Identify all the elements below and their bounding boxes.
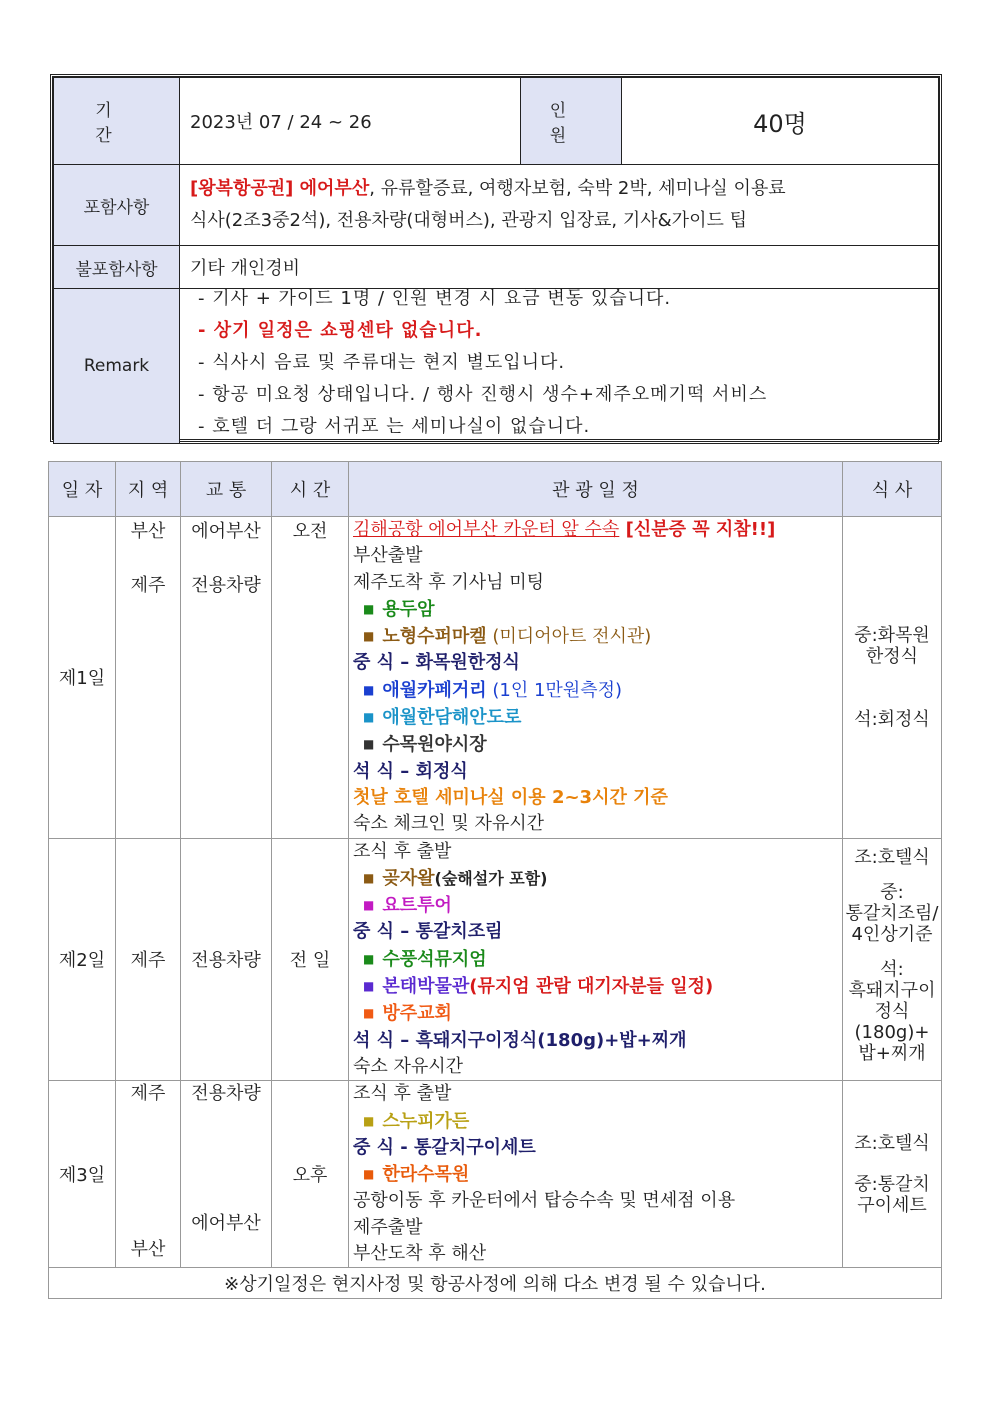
remark-label: Remark bbox=[54, 289, 180, 444]
meal-text: 석:회정식 bbox=[854, 708, 930, 730]
bullet-square-icon: ■ bbox=[363, 601, 375, 616]
schedule-line: 첫날 호텔 세미나실 이용 2~3시간 기준 bbox=[353, 786, 668, 808]
included-label: 포함사항 bbox=[54, 165, 180, 246]
meal-text: 중: bbox=[880, 881, 904, 903]
region-text: 부산 bbox=[130, 521, 166, 542]
schedule-line: ■ 곶자왈(숲해설가 포함) bbox=[363, 867, 548, 889]
period-value: 2023년 07 / 24 ~ 26 bbox=[180, 78, 521, 165]
bullet-square-icon: ■ bbox=[363, 870, 375, 885]
schedule-line: ■ 스누피가든 bbox=[363, 1110, 470, 1132]
schedule-cell bbox=[349, 1081, 843, 1268]
transport-cell: 전용차량 bbox=[181, 838, 272, 1081]
bullet-square-icon: ■ bbox=[363, 1167, 375, 1182]
meal-cell bbox=[843, 517, 942, 839]
included-line1: , 유류할증료, 여행자보험, 숙박 2박, 세미나실 이용료 bbox=[369, 178, 786, 199]
transport-text: 전용차량 bbox=[191, 575, 261, 596]
schedule-line: 조식 후 출발 bbox=[353, 1083, 452, 1105]
included-airline: [왕복항공권] 에어부산 bbox=[190, 178, 370, 199]
meal-cell bbox=[843, 1081, 942, 1268]
remark-list bbox=[180, 289, 939, 444]
transport-cell bbox=[181, 517, 272, 839]
meal-text: 조:호텔식 bbox=[854, 846, 930, 868]
region-cell bbox=[116, 1081, 181, 1268]
schedule-line: 제주출발 bbox=[353, 1216, 423, 1238]
schedule-line: 숙소 체크인 및 자유시간 bbox=[353, 813, 545, 835]
transport-text: 에어부산 bbox=[191, 1213, 261, 1235]
schedule-line: ■ 애월한담해안도로 bbox=[363, 707, 522, 729]
summary-table bbox=[50, 74, 942, 442]
day-row bbox=[49, 517, 942, 839]
remark-item: - 항공 미요청 상태입니다. / 행사 진행시 생수+제주오메기떡 서비스 bbox=[198, 384, 768, 405]
region-cell: 제주 bbox=[116, 838, 181, 1081]
day-label: 제3일 bbox=[49, 1081, 116, 1268]
day-label: 제1일 bbox=[49, 517, 116, 839]
meal-text: 정식(180g)+ bbox=[854, 1000, 930, 1043]
meal-text: 4인상기준 bbox=[851, 923, 933, 945]
meal-text: 흑돼지구이 bbox=[848, 979, 936, 1001]
meal-text: 중:화목원 bbox=[854, 624, 930, 646]
region-text: 제주 bbox=[130, 1083, 166, 1105]
schedule-line: 석 식 – 흑돼지구이정식(180g)+밥+찌개 bbox=[353, 1029, 687, 1051]
schedule-line: ■ 한라수목원 bbox=[363, 1164, 470, 1186]
transport-text: 전용차량 bbox=[191, 1083, 261, 1105]
bullet-square-icon: ■ bbox=[363, 682, 375, 697]
included-value bbox=[180, 165, 939, 246]
excluded-label: 불포함사항 bbox=[54, 246, 180, 289]
header-meal: 식 사 bbox=[843, 462, 942, 517]
schedule-line: 중 식 - 통갈치구이세트 bbox=[353, 1136, 536, 1158]
remark-item: - 기사 + 가이드 1명 / 인원 변경 시 요금 변동 있습니다. bbox=[198, 288, 672, 309]
schedule-line: 조식 후 출발 bbox=[353, 840, 452, 862]
header-transport: 교 통 bbox=[181, 462, 272, 517]
transport-text: 에어부산 bbox=[191, 521, 261, 542]
header-date: 일 자 bbox=[49, 462, 116, 517]
schedule-line: ■ 애월카페거리 (1인 1만원측정) bbox=[363, 679, 623, 701]
period-label: 기 간 bbox=[54, 78, 180, 165]
region-text: 부산 bbox=[130, 1239, 166, 1261]
footnote: ※상기일정은 현지사정 및 항공사정에 의해 다소 변경 될 수 있습니다. bbox=[49, 1268, 942, 1299]
region-cell bbox=[116, 517, 181, 839]
meal-text: 한정식 bbox=[865, 645, 919, 667]
meal-cell bbox=[843, 838, 942, 1081]
header-time: 시 간 bbox=[272, 462, 349, 517]
schedule-cell bbox=[349, 517, 843, 839]
meal-text: 통갈치조림/ bbox=[845, 902, 939, 924]
people-value: 40명 bbox=[622, 78, 939, 165]
region-text: 제주 bbox=[130, 575, 166, 596]
day-row bbox=[49, 838, 942, 1081]
schedule-line: ■ 수풍석뮤지엄 bbox=[363, 948, 487, 970]
schedule-line: ■ 본태박물관(뮤지엄 관람 대기자분들 일정) bbox=[363, 976, 714, 998]
schedule-line: 김해공항 에어부산 카운터 앞 수속 [신분증 꼭 지참!!] bbox=[353, 519, 776, 540]
meal-text: 중:통갈치 bbox=[854, 1173, 930, 1195]
schedule-line: 중 식 – 통갈치조림 bbox=[353, 921, 503, 943]
meal-text: 구이세트 bbox=[857, 1194, 927, 1216]
time-text: 오전 bbox=[292, 521, 328, 542]
itinerary-table bbox=[48, 461, 942, 1299]
header-region: 지 역 bbox=[116, 462, 181, 517]
bullet-square-icon: ■ bbox=[363, 629, 375, 644]
remark-item: - 호텔 더 그랑 서귀포 는 세미나실이 없습니다. bbox=[198, 416, 591, 437]
schedule-line: 석 식 – 회정식 bbox=[353, 760, 468, 782]
schedule-line: ■ 방주교회 bbox=[363, 1003, 452, 1025]
bullet-square-icon: ■ bbox=[363, 951, 375, 966]
schedule-line: 제주도착 후 기사님 미팅 bbox=[353, 571, 545, 593]
bullet-square-icon: ■ bbox=[363, 710, 375, 725]
remark-item: - 식사시 음료 및 주류대는 현지 별도입니다. bbox=[198, 352, 566, 373]
time-cell bbox=[272, 517, 349, 839]
schedule-line: 숙소 자유시간 bbox=[353, 1055, 464, 1077]
schedule-line: ■ 요트투어 bbox=[363, 895, 452, 917]
header-schedule: 관 광 일 정 bbox=[349, 462, 843, 517]
included-line2: 식사(2조3중2석), 전용차량(대형버스), 관광지 입장료, 기사&가이드 팁 bbox=[190, 210, 747, 231]
day-row bbox=[49, 1081, 942, 1268]
meal-text: 조:호텔식 bbox=[854, 1132, 930, 1154]
schedule-line: ■ 노형수퍼마켈 (미디어아트 전시관) bbox=[363, 626, 652, 648]
remark-item: - 상기 일정은 쇼핑센타 없습니다. bbox=[198, 320, 483, 341]
people-label: 인 원 bbox=[521, 78, 622, 165]
schedule-cell bbox=[349, 838, 843, 1081]
transport-cell bbox=[181, 1081, 272, 1268]
meal-text: 석: bbox=[880, 958, 904, 980]
bullet-square-icon: ■ bbox=[363, 737, 375, 752]
schedule-line: ■ 수목원야시장 bbox=[363, 734, 487, 756]
schedule-line: 부산출발 bbox=[353, 545, 423, 567]
schedule-line: 부산도착 후 해산 bbox=[353, 1243, 487, 1265]
bullet-square-icon: ■ bbox=[363, 1006, 375, 1021]
schedule-line: ■ 용두암 bbox=[363, 598, 435, 620]
bullet-square-icon: ■ bbox=[363, 1113, 375, 1128]
time-cell: 오후 bbox=[272, 1081, 349, 1268]
meal-text: 밥+찌개 bbox=[858, 1042, 926, 1064]
time-cell: 전 일 bbox=[272, 838, 349, 1081]
bullet-square-icon: ■ bbox=[363, 979, 375, 994]
excluded-value: 기타 개인경비 bbox=[180, 246, 939, 289]
schedule-line: 중 식 – 화목원한정식 bbox=[353, 652, 520, 674]
schedule-line: 공항이동 후 카운터에서 탑승수속 및 면세점 이용 bbox=[353, 1190, 736, 1212]
bullet-square-icon: ■ bbox=[363, 898, 375, 913]
day-label: 제2일 bbox=[49, 838, 116, 1081]
